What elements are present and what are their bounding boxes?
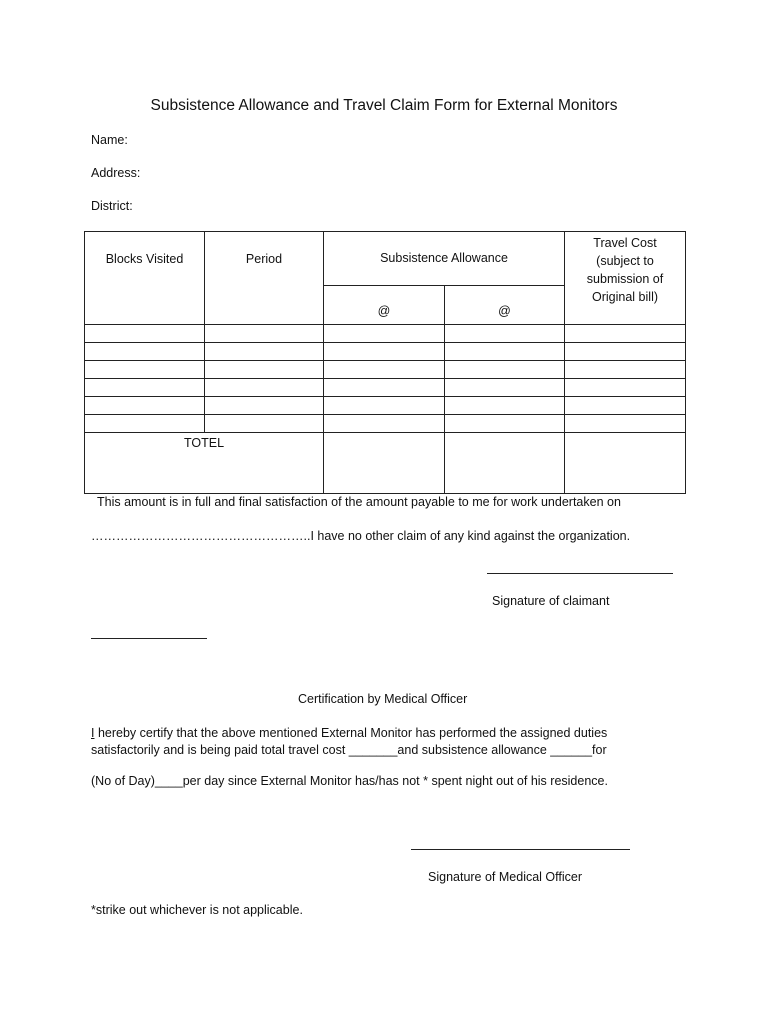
travel-cell[interactable] (565, 343, 686, 361)
table-row (85, 397, 686, 415)
allowance-cell[interactable] (445, 361, 565, 379)
table-row (85, 361, 686, 379)
certification-first-letter: I (91, 726, 95, 740)
form-title: Subsistence Allowance and Travel Claim Form for External Monitors (150, 97, 618, 114)
subsistence-rate-cell-2: @ (445, 286, 565, 325)
address-label: Address: (91, 166, 141, 180)
claimant-signature-line (487, 573, 673, 574)
officer-signature-line (411, 849, 630, 850)
period-cell[interactable] (205, 343, 324, 361)
header-travel-cost: Travel Cost (subject to submission of Original bill) (565, 232, 686, 325)
period-cell[interactable] (205, 379, 324, 397)
blocks-cell[interactable] (85, 361, 205, 379)
total-label: TOTEL (85, 433, 324, 494)
certification-heading: Certification by Medical Officer (298, 692, 468, 706)
certification-line-2: satisfactorily and is being paid total travel cost _______and subsistence allowance ______for (91, 743, 607, 757)
period-cell[interactable] (205, 361, 324, 379)
header-period: Period (205, 232, 324, 325)
allowance-cell[interactable] (324, 361, 445, 379)
travel-cell[interactable] (565, 325, 686, 343)
district-label: District: (91, 199, 133, 213)
allowance-cell[interactable] (324, 415, 445, 433)
table-row (85, 379, 686, 397)
total-travel-cell[interactable] (565, 433, 686, 494)
header-blocks-visited: Blocks Visited (85, 232, 205, 325)
allowance-cell[interactable] (445, 415, 565, 433)
allowance-cell[interactable] (445, 379, 565, 397)
period-cell[interactable] (205, 397, 324, 415)
claim-table (84, 231, 686, 494)
certification-line-1-text: hereby certify that the above mentioned External Monitor has performed the assigned duties (94, 726, 608, 740)
header-subsistence-allowance: Subsistence Allowance (324, 232, 565, 286)
total-allowance-cell[interactable] (445, 433, 565, 494)
table-row (85, 415, 686, 433)
travel-cell[interactable] (565, 361, 686, 379)
statement-line-2: ……………………………………………..I have no other claim of any kind against the organization. (91, 529, 631, 543)
allowance-cell[interactable] (445, 343, 565, 361)
name-label: Name: (91, 133, 128, 147)
subsistence-rate-cell-1: @ (324, 286, 445, 325)
travel-cell[interactable] (565, 415, 686, 433)
blocks-cell[interactable] (85, 415, 205, 433)
statement-line-1: This amount is in full and final satisfaction of the amount payable to me for work undertaken on (97, 495, 621, 509)
allowance-cell[interactable] (445, 325, 565, 343)
table-row (85, 325, 686, 343)
blocks-cell[interactable] (85, 325, 205, 343)
blocks-cell[interactable] (85, 379, 205, 397)
table-row (85, 343, 686, 361)
claimant-signature-label: Signature of claimant (492, 594, 610, 608)
blocks-cell[interactable] (85, 343, 205, 361)
total-row (85, 433, 686, 494)
period-cell[interactable] (205, 415, 324, 433)
date-line (91, 638, 207, 639)
allowance-cell[interactable] (324, 397, 445, 415)
period-cell[interactable] (205, 325, 324, 343)
allowance-cell[interactable] (324, 325, 445, 343)
allowance-cell[interactable] (324, 379, 445, 397)
allowance-cell[interactable] (445, 397, 565, 415)
travel-cell[interactable] (565, 379, 686, 397)
blocks-cell[interactable] (85, 397, 205, 415)
certification-line-1 (91, 727, 607, 740)
travel-cell[interactable] (565, 397, 686, 415)
allowance-cell[interactable] (324, 343, 445, 361)
certification-line-3: (No of Day)____per day since External Monitor has/has not * spent night out of his residence. (91, 774, 608, 788)
table-header-row (85, 232, 686, 286)
officer-signature-label: Signature of Medical Officer (428, 870, 583, 884)
total-allowance-cell[interactable] (324, 433, 445, 494)
footnote: *strike out whichever is not applicable. (91, 903, 303, 917)
